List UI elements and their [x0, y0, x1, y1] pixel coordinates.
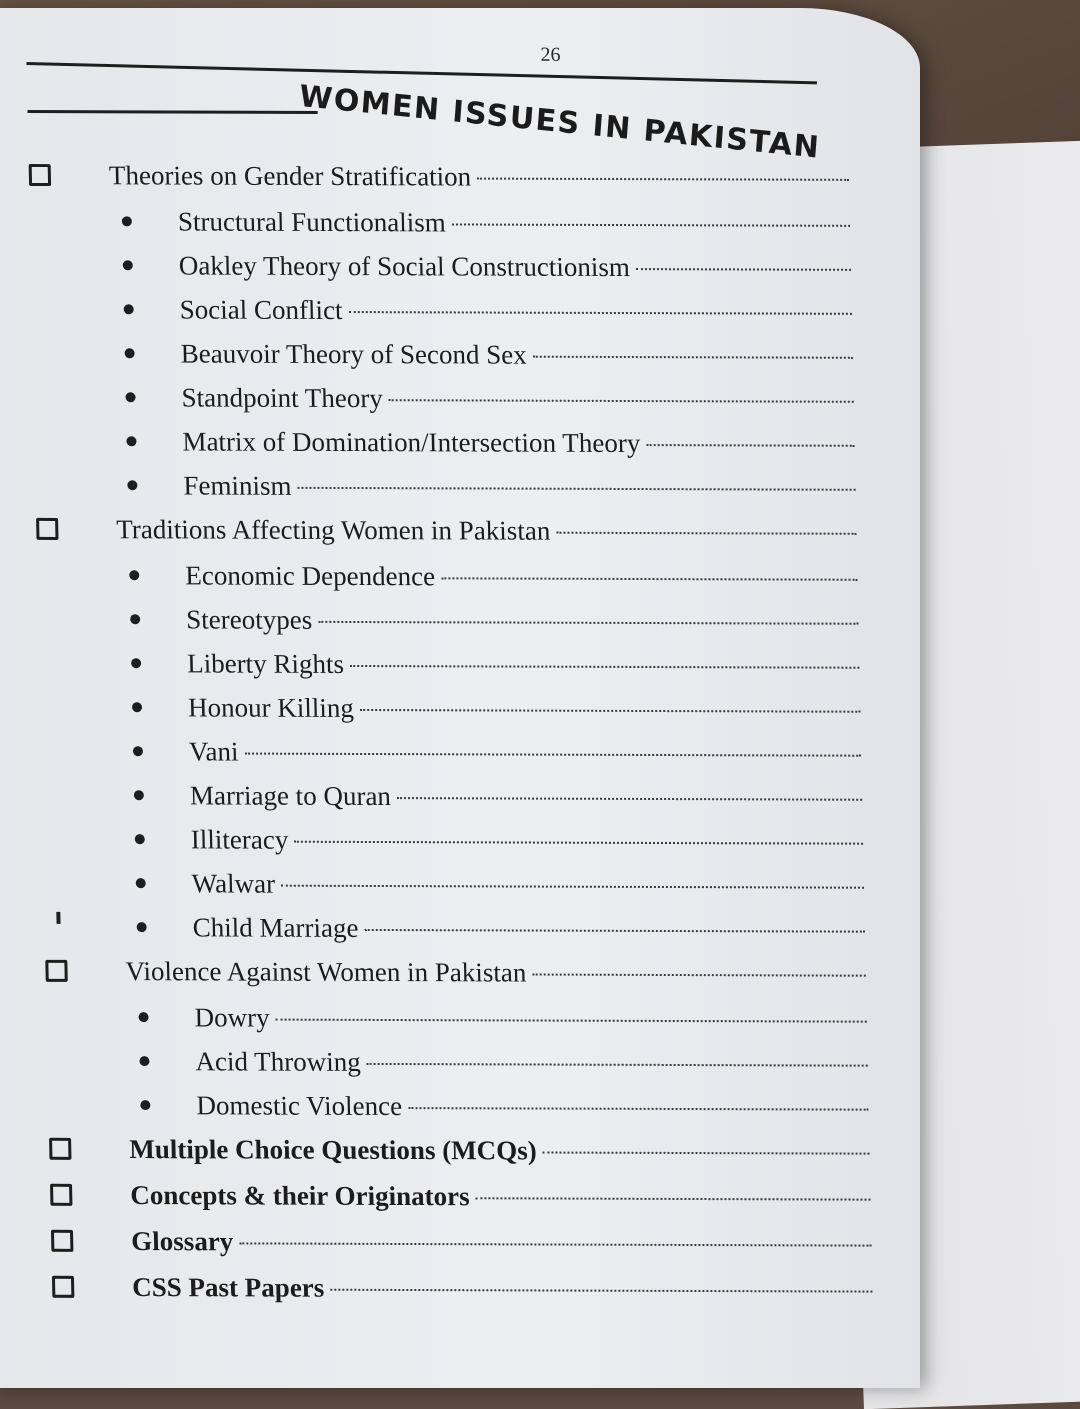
dotted-leader	[330, 1289, 872, 1293]
toc-section-concepts[interactable]	[50, 1180, 871, 1229]
toc-item-label: Stereotypes	[185, 604, 313, 635]
toc-section-title: Theories on Gender Stratification	[108, 160, 472, 192]
toc-section-title: CSS Past Papers	[131, 1272, 325, 1303]
dotted-leader	[441, 577, 858, 580]
header-rule-top	[27, 62, 817, 84]
toc-section-title: Multiple Choice Questions (MCQs)	[128, 1134, 537, 1166]
dotted-leader	[294, 841, 863, 845]
dotted-leader	[543, 1151, 870, 1154]
toc-item-label: Beauvoir Theory of Second Sex	[180, 338, 527, 370]
toc-item[interactable]	[37, 560, 858, 607]
toc-item[interactable]	[47, 1046, 868, 1093]
toc-item-label: Marriage to Quran	[189, 780, 392, 812]
checkbox-square-icon	[52, 1276, 74, 1298]
dotted-leader	[349, 311, 852, 315]
bullet-icon	[133, 746, 143, 756]
bullet-icon	[124, 304, 134, 314]
toc-item-label: Matrix of Domination/Intersection Theory	[182, 426, 641, 459]
bullet-icon	[127, 480, 137, 490]
toc-item-label: Illiteracy	[190, 824, 289, 855]
dotted-leader	[297, 487, 855, 491]
dotted-leader	[318, 621, 858, 625]
toc-item[interactable]	[32, 338, 853, 385]
toc-item[interactable]	[31, 294, 852, 341]
page-content	[20, 38, 947, 1341]
toc-item[interactable]	[43, 868, 864, 915]
toc-item-label: Feminism	[183, 470, 292, 501]
bullet-icon	[130, 614, 140, 624]
toc-item[interactable]	[30, 250, 851, 297]
dotted-leader	[389, 399, 854, 403]
checkbox-square-icon	[51, 1230, 73, 1252]
toc-item[interactable]	[44, 912, 865, 959]
toc-section-violence[interactable]	[45, 956, 866, 1005]
toc-section-mcqs[interactable]	[49, 1134, 870, 1183]
bullet-icon	[125, 348, 135, 358]
table-of-contents	[29, 160, 873, 1321]
toc-item-label: Standpoint Theory	[181, 382, 384, 414]
toc-item[interactable]	[46, 1002, 867, 1049]
bullet-icon	[140, 1100, 150, 1110]
toc-item[interactable]	[38, 604, 859, 651]
toc-item-label: Honour Killing	[187, 692, 355, 723]
dotted-leader	[452, 223, 850, 226]
bullet-icon	[123, 260, 133, 270]
bullet-icon	[135, 834, 145, 844]
toc-item-label: Child Marriage	[192, 912, 359, 943]
bullet-icon	[132, 702, 142, 712]
toc-item-label: Domestic Violence	[196, 1090, 403, 1122]
checkbox-square-icon	[49, 1138, 71, 1160]
dotted-leader	[245, 753, 862, 757]
bullet-icon	[126, 436, 136, 446]
checkbox-square-icon	[36, 518, 58, 540]
ink-mark	[56, 912, 60, 924]
dotted-leader	[477, 178, 849, 181]
toc-item[interactable]	[41, 736, 862, 783]
toc-item[interactable]	[42, 824, 863, 871]
toc-item-label: Oakley Theory of Social Constructionism	[178, 250, 631, 283]
bullet-icon	[125, 392, 135, 402]
toc-section-title: Glossary	[130, 1226, 234, 1257]
toc-section-traditions[interactable]	[36, 514, 857, 563]
dotted-leader	[364, 929, 864, 933]
toc-section-glossary[interactable]	[51, 1226, 872, 1275]
dotted-leader	[646, 444, 854, 447]
toc-section-title: Traditions Affecting Women in Pakistan	[115, 514, 551, 546]
toc-item[interactable]	[35, 470, 856, 517]
dotted-leader	[367, 1063, 868, 1067]
toc-item[interactable]	[48, 1090, 869, 1137]
dotted-leader	[636, 268, 851, 271]
bullet-icon	[122, 216, 132, 226]
checkbox-square-icon	[45, 960, 67, 982]
toc-item[interactable]	[33, 382, 854, 429]
toc-item-label: Economic Dependence	[184, 560, 436, 592]
toc-item[interactable]	[40, 692, 861, 739]
toc-section-title: Concepts & their Originators	[129, 1180, 470, 1212]
bullet-icon	[136, 878, 146, 888]
dotted-leader	[408, 1107, 869, 1111]
bullet-icon	[131, 658, 141, 668]
chapter-title: WOMEN ISSUES IN PAKISTAN	[297, 79, 822, 166]
bullet-icon	[134, 790, 144, 800]
toc-item-label: Vani	[188, 736, 239, 767]
toc-item-label: Acid Throwing	[195, 1046, 362, 1077]
toc-item-label: Social Conflict	[179, 294, 343, 326]
bullet-icon	[139, 1056, 149, 1066]
page-number: 26	[540, 43, 561, 66]
toc-item-label: Liberty Rights	[186, 648, 345, 679]
dotted-leader	[281, 885, 864, 889]
dotted-leader	[556, 532, 856, 535]
checkbox-square-icon	[50, 1184, 72, 1206]
bullet-icon	[138, 1012, 148, 1022]
bullet-icon	[129, 570, 139, 580]
toc-item-label: Structural Functionalism	[177, 206, 447, 238]
dotted-leader	[350, 665, 859, 669]
header-rule-bottom	[28, 110, 318, 114]
dotted-leader	[360, 709, 860, 713]
book-page	[0, 8, 920, 1388]
bullet-icon	[137, 922, 147, 932]
toc-item[interactable]	[39, 648, 860, 695]
dotted-leader	[239, 1242, 871, 1246]
toc-section-past-papers[interactable]	[52, 1272, 873, 1321]
toc-item[interactable]	[30, 206, 851, 253]
toc-item[interactable]	[34, 426, 855, 473]
dotted-leader	[476, 1197, 871, 1200]
toc-section-theories[interactable]	[29, 160, 850, 209]
checkbox-square-icon	[29, 164, 51, 186]
dotted-leader	[397, 797, 862, 801]
dotted-leader	[532, 974, 865, 977]
toc-item-label: Walwar	[191, 868, 276, 899]
toc-item[interactable]	[42, 780, 863, 827]
toc-section-title: Violence Against Women in Pakistan	[125, 956, 527, 988]
dotted-leader	[533, 356, 853, 359]
toc-item-label: Dowry	[194, 1002, 270, 1033]
dotted-leader	[276, 1019, 867, 1023]
